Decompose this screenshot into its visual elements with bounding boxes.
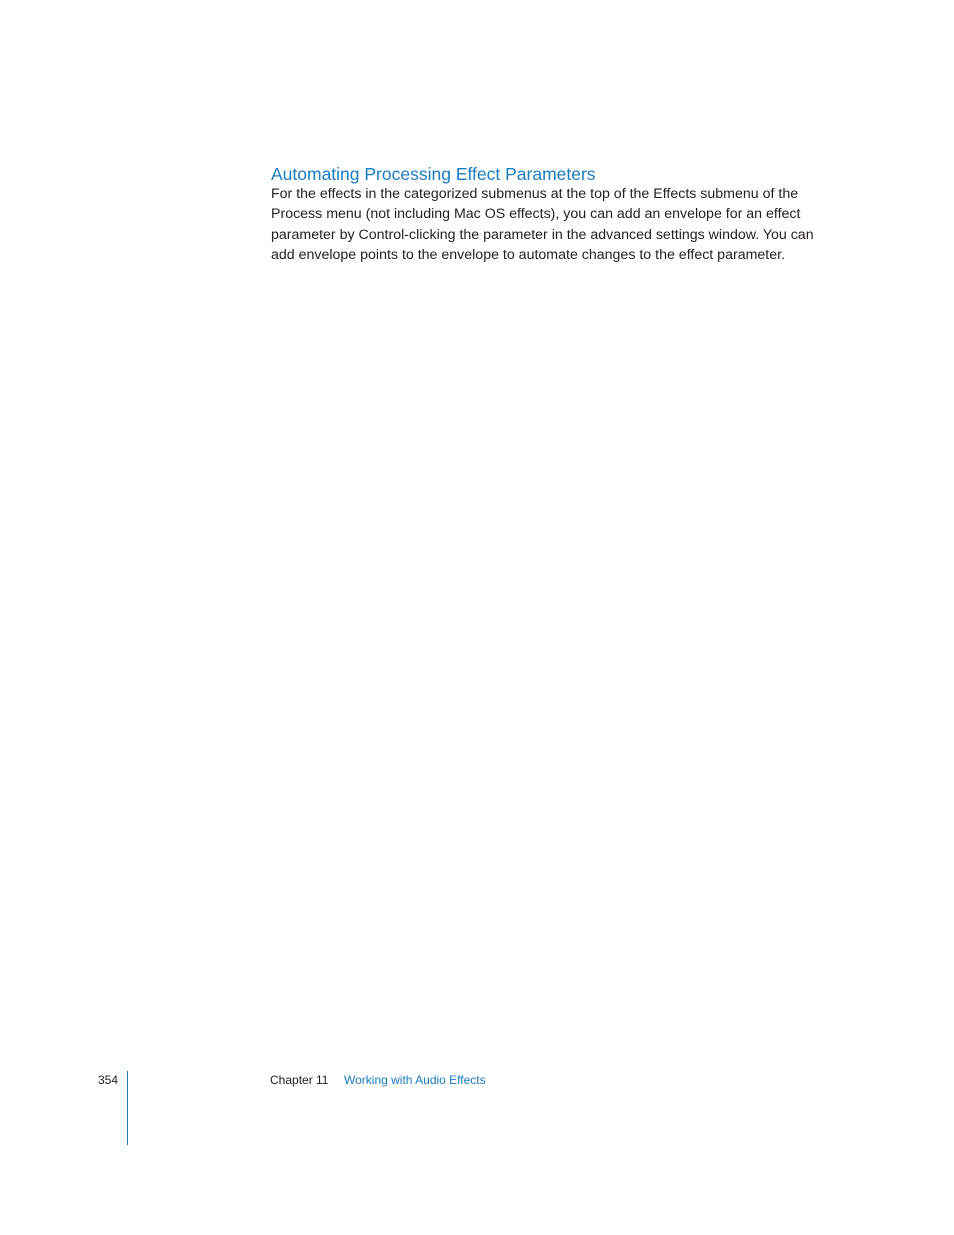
page-number: 354 <box>98 1073 119 1087</box>
footer-divider <box>127 1071 128 1145</box>
footer-chapter-title: Working with Audio Effects <box>344 1073 486 1087</box>
paragraph-line: Process menu (not including Mac OS effects), you can add an envelope for an effect <box>271 206 801 223</box>
paragraph-line: For the effects in the categorized submenus at the top of the Effects submenu of the <box>271 186 799 202</box>
footer-chapter-label: Chapter 11 <box>270 1073 329 1087</box>
section-heading: Automating Processing Effect Parameters <box>271 164 596 184</box>
paragraph-line: parameter by Control-clicking the parameter in the advanced settings window. You can <box>271 226 814 243</box>
body-paragraph <box>271 184 831 266</box>
paragraph-line: add envelope points to the envelope to automate changes to the effect parameter. <box>271 247 786 264</box>
